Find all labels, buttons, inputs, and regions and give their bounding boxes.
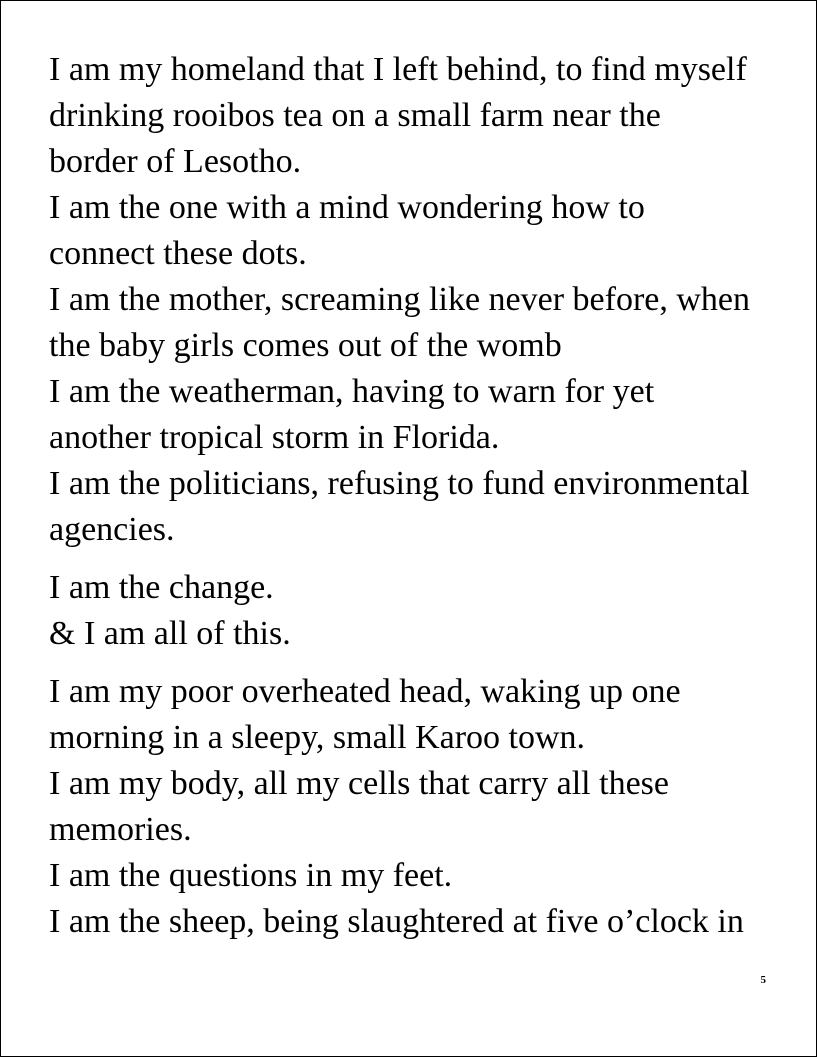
poem-line: morning in a sleepy, small Karoo town. xyxy=(49,719,586,756)
poem-line: agencies. xyxy=(49,511,175,548)
poem-line: I am the mother, screaming like never before, when xyxy=(49,281,751,318)
poem-line: connect these dots. xyxy=(49,235,307,272)
poem-line: drinking rooibos tea on a small farm near the xyxy=(49,97,661,134)
page-number: 5 xyxy=(760,974,766,986)
stanza-1 xyxy=(49,47,789,553)
poem-line: I am the politicians, refusing to fund environmental xyxy=(49,465,750,502)
poem-line: I am the questions in my feet. xyxy=(49,857,453,894)
poem-line: I am my body, all my cells that carry all these xyxy=(49,765,669,802)
poem-line: I am my poor overheated head, waking up one xyxy=(49,673,681,710)
poem-line: memories. xyxy=(49,811,192,848)
poem-body xyxy=(49,47,789,945)
poem-line: I am the sheep, being slaughtered at five o’clock in xyxy=(49,903,744,940)
poem-line: another tropical storm in Florida. xyxy=(49,419,500,456)
poem-line: I am the weatherman, having to warn for yet xyxy=(49,373,655,410)
poem-line: I am the change. xyxy=(49,569,274,606)
stanza-3 xyxy=(49,669,789,945)
poem-line: border of Lesotho. xyxy=(49,143,302,180)
poem-line: the baby girls comes out of the womb xyxy=(49,327,562,364)
stanza-2 xyxy=(49,565,789,657)
poem-line: & I am all of this. xyxy=(49,615,291,652)
poem-line: I am the one with a mind wondering how to xyxy=(49,189,645,226)
poem-line: I am my homeland that I left behind, to find myself xyxy=(49,51,747,88)
